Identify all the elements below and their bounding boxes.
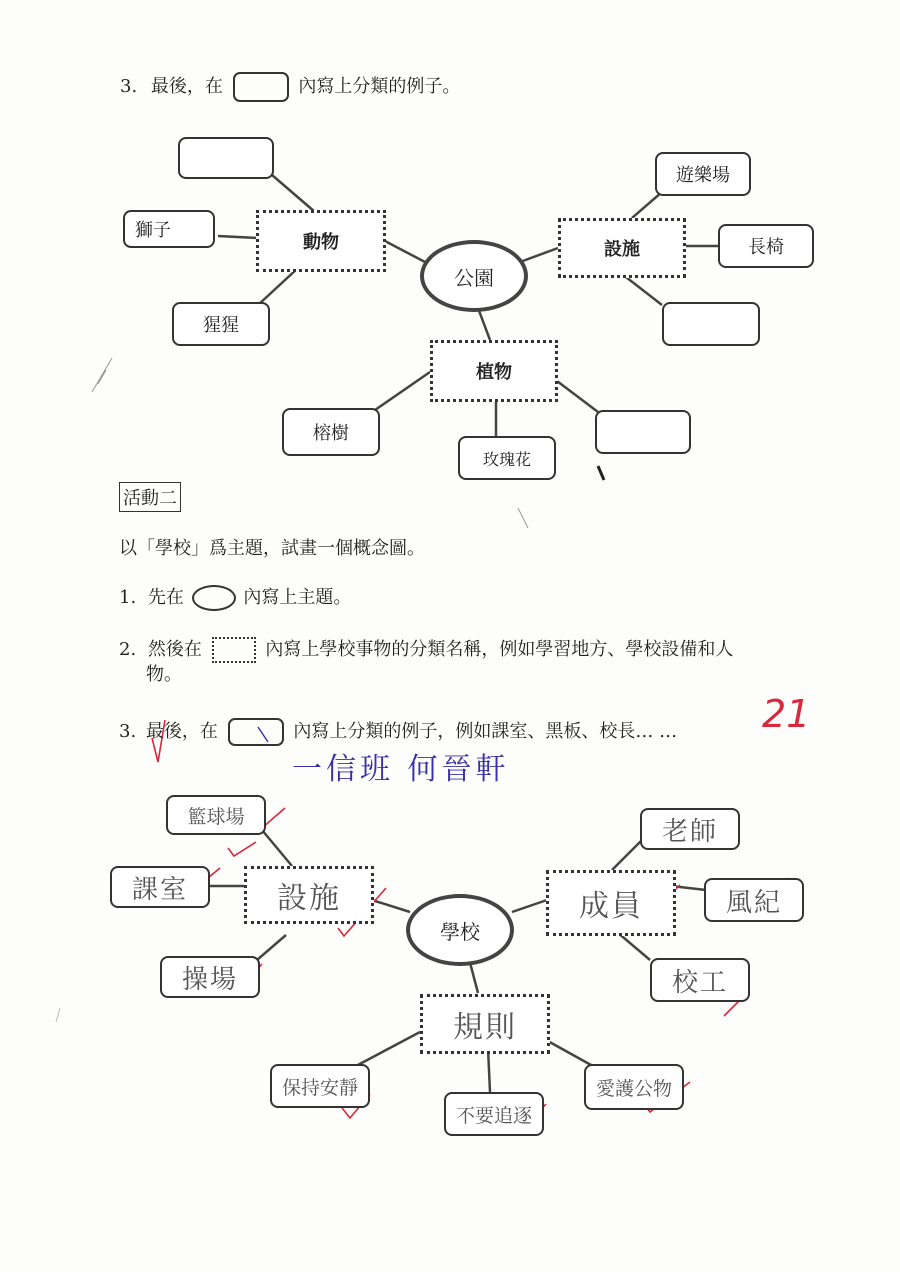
school-center-topic: 學校 bbox=[406, 894, 514, 966]
school-category-rules: 規則 bbox=[420, 994, 550, 1054]
teacher-score: 21 bbox=[762, 692, 811, 736]
step-number: 3. bbox=[120, 76, 138, 97]
step-text: 內寫上分類的例子，例如課室、黑板、校長… … bbox=[293, 721, 678, 742]
park-category-facilities: 設施 bbox=[558, 218, 686, 278]
activity-two-intro: 以「學校」爲主題，試畫一個概念圖。 bbox=[119, 538, 425, 559]
step-text: 然後在 bbox=[147, 639, 202, 660]
step-number: 1. bbox=[119, 587, 137, 608]
dotted-box-symbol bbox=[212, 637, 256, 663]
activity-two-step2 bbox=[119, 637, 733, 663]
park-plant-example-banyan: 榕樹 bbox=[282, 408, 380, 456]
activity-two-step3 bbox=[119, 718, 677, 746]
park-plant-example-rose: 玫瑰花 bbox=[458, 436, 556, 480]
park-center-topic: 公園 bbox=[420, 240, 528, 312]
activity-two-step2-line2: 物。 bbox=[146, 664, 182, 685]
school-member-example-teacher: 老師 bbox=[640, 808, 740, 850]
student-class-and-name: 一信班 何晉軒 bbox=[292, 752, 510, 787]
school-category-facilities: 設施 bbox=[244, 866, 374, 924]
step-text: 內寫上主題。 bbox=[243, 587, 352, 608]
example-box-symbol bbox=[228, 718, 284, 746]
park-category-animals: 動物 bbox=[256, 210, 386, 272]
step-number: 3. bbox=[119, 721, 137, 742]
step-number: 2. bbox=[119, 639, 137, 660]
park-plant-example-blank bbox=[595, 410, 691, 454]
school-rule-example-no-chasing: 不要追逐 bbox=[444, 1092, 544, 1136]
step-text: 先在 bbox=[147, 587, 184, 608]
school-facility-example-playground: 操場 bbox=[160, 956, 260, 998]
park-facility-example-blank bbox=[662, 302, 760, 346]
park-animal-example-lion: 獅子 bbox=[123, 210, 215, 248]
step-text: 最後，在 bbox=[150, 76, 223, 97]
school-member-example-janitor: 校工 bbox=[650, 958, 750, 1002]
activity-two-label: 活動二 bbox=[119, 482, 181, 512]
school-facility-example-classroom: 課室 bbox=[110, 866, 210, 908]
park-animal-example-blank bbox=[178, 137, 274, 179]
park-animal-example-orangutan: 猩猩 bbox=[172, 302, 270, 346]
school-member-example-prefect: 風紀 bbox=[704, 878, 804, 922]
step-text: 最後，在 bbox=[145, 721, 218, 742]
step-text: 內寫上分類的例子。 bbox=[298, 76, 461, 97]
step-text: 內寫上學校事物的分類名稱，例如學習地方、學校設備和人 bbox=[265, 639, 734, 660]
oval-symbol bbox=[192, 585, 236, 611]
park-facility-example-playground: 遊樂場 bbox=[655, 152, 751, 196]
activity-two-step1 bbox=[119, 585, 351, 611]
school-rule-example-keep-quiet: 保持安靜 bbox=[270, 1064, 370, 1108]
school-rule-example-care-for-property: 愛護公物 bbox=[584, 1064, 684, 1110]
school-category-members: 成員 bbox=[546, 870, 676, 936]
park-category-plants: 植物 bbox=[430, 340, 558, 402]
school-facility-example-basketball-court: 籃球場 bbox=[166, 795, 266, 835]
park-facility-example-bench: 長椅 bbox=[718, 224, 814, 268]
